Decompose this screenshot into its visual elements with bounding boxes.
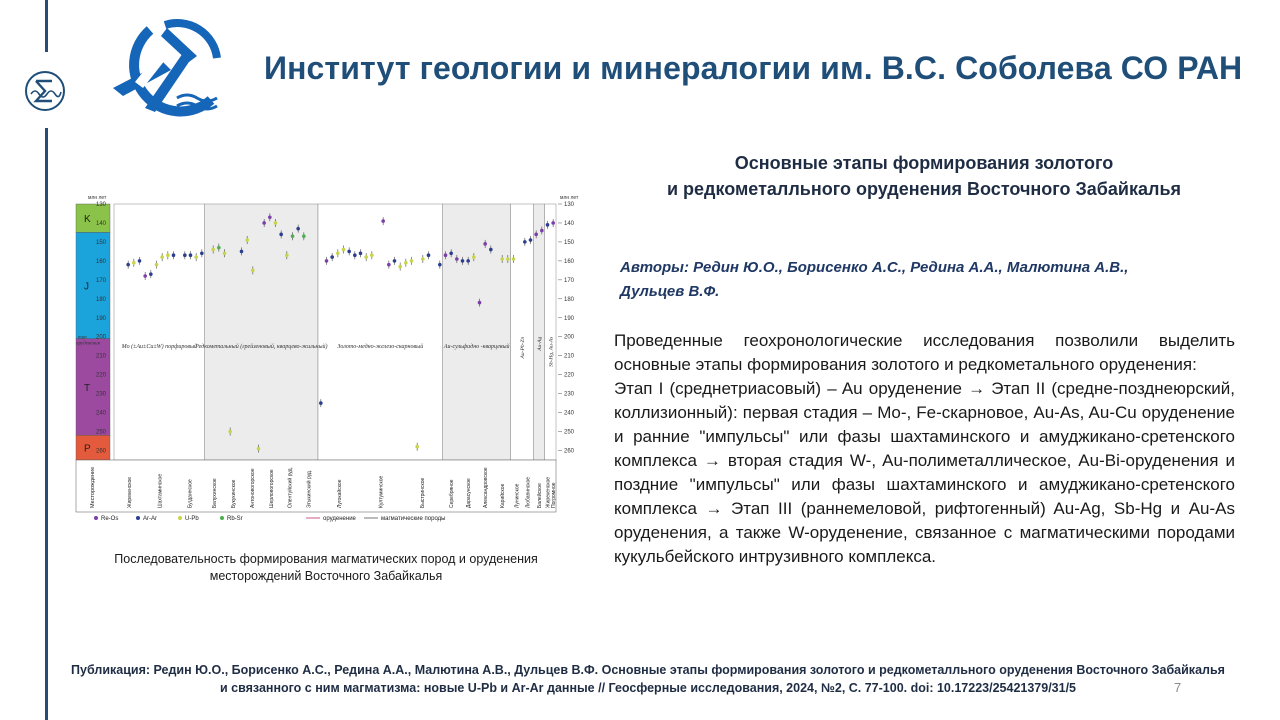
legend-marker-reos [94,516,98,520]
body-paragraph-1: Проведенные геохронологические исследования позволили выделить основные этапы формирования золотого и редкометального оруденения: [614,331,1235,374]
body-paragraph-2: Этап I (среднетриасовый) – Au оруденение → Этап II (средне-позднеюрский, коллизионный): первая стадия – Mo-, Fe-скарновое, Au-As, Au-Cu оруденение и ранние "импульсы" или фазы шахтаминского и амуджикано-сретенского комплекса → вторая стадия W-, Au-полиметаллическое, Au-Bi-оруденения и поздние "импульсы" или фазы шахтаминского и амуджикано-сретенского комплекса → Этап III (раннемеловой, рифтогенный) Au-Ag, Sb-Hg и Au-As оруденения, а также W-оруденение, связанное с магматическими породами кукульбейского интрузивного комплекса. [614,379,1235,566]
y-tick-right: 150 [564,239,575,246]
data-point-arar [461,259,465,263]
institute-emblem-icon [105,20,230,118]
institute-title: Институт геологии и минералогии им. В.С. Соболева СО РАН [264,50,1243,86]
data-point-arar [126,263,130,267]
data-point-upb [370,253,374,257]
data-point-arar [189,253,193,257]
data-point-upb [472,255,476,259]
group-label: Sb-Hg, Au-As [548,336,555,367]
y-tick-left: 250 [96,429,107,436]
period-label: T [84,382,91,394]
data-point-arar [546,223,550,227]
deposit-label: Белухинское [212,478,219,508]
data-point-arar [172,253,176,257]
data-point-reos [551,221,555,225]
deposit-label: Балейское [537,483,543,508]
data-point-arar [240,250,244,254]
y-tick-right: 250 [564,429,575,436]
data-point-arar [296,227,300,231]
y-tick-left: 260 [96,448,107,455]
figure-caption: Последовательность формирования магматических пород и оруденения месторождений Восточного Забайкалья [114,552,538,583]
y-tick-right: 260 [564,448,575,455]
data-point-upb [194,255,198,259]
body-text [614,329,1235,569]
group-band [533,204,544,460]
data-point-arar [523,240,527,244]
data-point-reos [325,259,329,263]
y-tick-left: 200 [96,334,107,341]
data-point-arar [279,233,283,237]
data-point-upb [257,447,261,451]
data-point-arar [529,238,533,242]
data-point-arar [149,272,153,276]
deposit-label: Лунинское [514,483,521,508]
data-point-arar [449,252,453,256]
y-tick-left: 180 [96,296,107,303]
authors-line-1: Авторы: Редин Ю.О., Борисенко А.С., Редина А.А., Малютина А.В., [620,259,1129,276]
y-tick-left: 140 [96,220,107,227]
data-point-reos [381,219,385,223]
data-point-rbsr [291,234,295,238]
vertical-accent-line-top [45,0,48,52]
deposit-label: Шахтаминское [157,473,164,508]
data-point-reos [387,263,391,267]
y-tick-right: 240 [564,410,575,417]
data-point-arar [200,252,204,256]
data-point-upb [155,263,159,267]
period-label: J [84,281,89,293]
group-band [511,204,534,460]
data-point-reos [540,229,544,233]
data-point-upb [415,445,419,449]
data-point-upb [285,253,289,257]
data-point-arar [347,250,351,254]
y-tick-left: 150 [96,239,107,246]
deposit-label: Антоновогорское [249,468,256,508]
data-point-rbsr [302,234,306,238]
data-point-reos [444,253,448,257]
legend-label-arar: Ar-Ar [143,516,157,522]
deposit-label: Погромное [551,482,558,508]
y-tick-right: 230 [564,391,575,398]
group-band [114,204,205,460]
y-tick-left: 210 [96,353,107,360]
group-label: Au-Ag [537,336,543,351]
data-point-reos [534,233,538,237]
deposit-label: Александровское [483,467,490,508]
data-point-upb [410,259,414,263]
legend-marker-upb [178,516,182,520]
data-point-upb [228,430,232,434]
slide-heading [604,150,1244,202]
deposit-label: Олентуйский руд. [287,467,294,508]
deposit-label: Этыкинский руд. [306,469,313,508]
type-label-line-1: тип [78,335,87,341]
data-point-upb [342,248,346,252]
axis-unit-left: млн лет [88,195,107,201]
legend-label-magmatic: магматические породы [381,516,446,522]
group-band [205,204,318,460]
data-point-upb [404,261,408,265]
data-point-upb [506,257,510,261]
data-point-arar [438,263,442,267]
data-point-arar [353,253,357,257]
data-point-arar [330,255,334,259]
deposit-label: Шерловогорское [268,469,275,508]
y-tick-left: 220 [96,372,107,379]
deposit-label: Букукинское [231,479,237,508]
y-tick-left: 130 [96,202,107,208]
deposit-label: Дарасунское [466,478,473,508]
data-point-arar [183,253,187,257]
group-band [443,204,511,460]
vertical-accent-line-bottom [45,128,48,720]
data-point-upb [223,252,227,256]
y-tick-right: 170 [564,277,575,284]
y-tick-left: 190 [96,315,107,322]
deposit-label: Жирекенское [127,476,134,508]
y-tick-right: 140 [564,220,575,227]
data-point-upb [245,238,249,242]
data-point-upb [421,257,425,261]
data-point-upb [398,265,402,269]
data-point-arar [393,259,397,263]
data-point-reos [262,221,266,225]
deposit-label: Серебряное [449,479,456,508]
data-point-arar [138,259,142,263]
group-label: Редкометальный (грейзеновый, кварцево-жильный) [195,344,328,351]
data-point-upb [500,257,504,261]
publication-reference: Публикация: Редин Ю.О., Борисенко А.С., Редина А.А., Малютина А.В., Дульцев В.Ф. Основные этапы формирования золотого и редкометалльного оруденения Восточного Забайкалья и связанного с ним магматизма: новые U-Pb и Ar-Ar данные // Геосферные исследования, 2024, №2, С. 77-100. doi: 10.17223/25421379/31/5 [71,663,1225,695]
type-label-line-2: оруденения [76,341,100,347]
y-tick-right: 180 [564,296,575,303]
deposit-label: Любавинское [525,476,532,508]
data-point-arar [427,253,431,257]
data-point-upb [251,269,255,273]
data-point-upb [512,257,516,261]
y-tick-right: 190 [564,315,575,322]
legend-marker-rbsr [220,516,224,520]
group-label: Золото-медно-железо-скарновый [337,344,424,351]
data-point-upb [132,261,136,265]
slide-heading-line-2: и редкометалльного оруденения Восточного Забайкалья [666,179,1182,199]
data-point-upb [160,255,164,259]
data-point-upb [336,252,340,256]
period-block [76,232,110,338]
y-tick-left: 240 [96,410,107,417]
data-point-upb [364,255,368,259]
deposit-label: Быстринское [419,477,426,508]
group-label: Au-Pb-Zn [520,336,526,359]
period-label: K [84,214,91,226]
data-point-upb [274,221,278,225]
legend-label-ore: оруденение [323,516,356,522]
group-label: Au-сульфидно -кварцевый [443,344,510,351]
y-tick-right: 130 [564,202,575,208]
data-point-reos [455,257,459,261]
deposit-label: Култуминское [378,475,385,508]
period-block [76,204,110,232]
deposit-label: Бугдаинское [187,479,194,508]
legend-label-reos: Re-Os [101,516,119,522]
deposit-label: Карийское [500,483,507,508]
period-label: P [84,443,91,455]
legend-label-upb: U-Pb [185,516,199,522]
authors [620,256,1240,304]
group-band [545,204,556,460]
deposit-header: Месторождение [90,466,96,508]
legend-marker-arar [136,516,140,520]
deposit-label: Лугокайское [336,479,343,508]
y-tick-right: 210 [564,353,575,360]
data-point-arar [359,252,363,256]
authors-line-2: Дульцев В.Ф. [620,283,720,300]
data-point-reos [143,274,147,278]
y-tick-left: 230 [96,391,107,398]
y-tick-left: 170 [96,277,107,284]
group-label: Mo (±Au±Cu±W) порфировый [121,344,198,351]
data-point-reos [478,301,482,305]
y-tick-left: 160 [96,258,107,265]
data-point-reos [483,242,487,246]
data-point-arar [466,259,470,263]
axis-unit-right: млн лет [560,195,579,201]
data-point-arar [319,401,323,405]
y-tick-right: 220 [564,372,575,379]
y-tick-right: 160 [564,258,575,265]
slide-heading-line-1: Основные этапы формирования золотого [734,153,1114,173]
sigma-wave-icon [24,70,66,112]
data-point-reos [268,215,272,219]
data-point-upb [166,253,170,257]
y-tick-right: 200 [564,334,575,341]
geochronology-figure [74,190,579,530]
legend-label-rbsr: Rb-Sr [227,516,243,522]
data-point-arar [489,248,493,252]
page-number: 7 [1174,680,1182,695]
deposit-label: Жирекенское [545,476,552,508]
group-band [318,204,443,460]
data-point-upb [211,248,215,252]
data-point-rbsr [217,246,221,250]
